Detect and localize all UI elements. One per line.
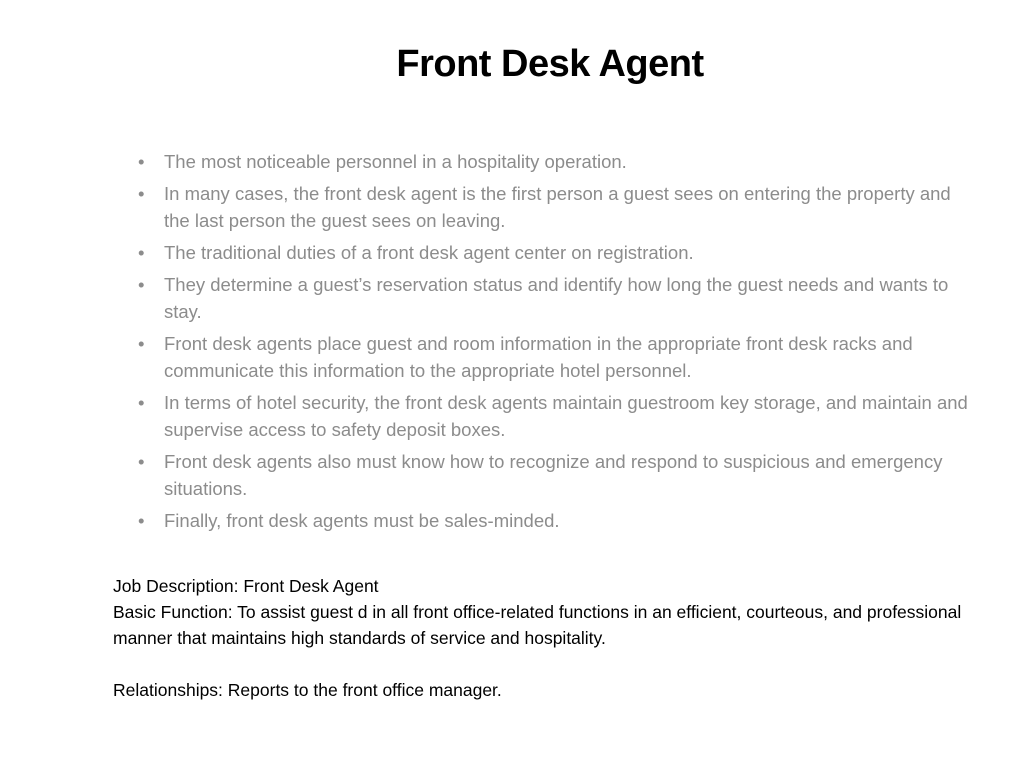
- bullet-item: [138, 448, 968, 502]
- bullet-dot-icon: •: [138, 510, 145, 531]
- bullet-item: [138, 330, 968, 384]
- bullet-text: The most noticeable personnel in a hospitality operation.: [164, 151, 627, 172]
- bullet-text: Finally, front desk agents must be sales-minded.: [164, 510, 560, 531]
- bullet-text: The traditional duties of a front desk agent center on registration.: [164, 242, 694, 263]
- bullet-text: Front desk agents also must know how to recognize and respond to suspicious and emergency situations.: [164, 451, 943, 499]
- basic-function-text: Basic Function: To assist guest d in all front office-related functions in an efficient, courteous, and professional manner that maintains high standards of service and hospitality.: [113, 602, 962, 648]
- bullet-dot-icon: •: [138, 451, 145, 472]
- bullet-dot-icon: •: [138, 274, 145, 295]
- relationships-text: Relationships: Reports to the front office manager.: [113, 680, 502, 700]
- bullet-text: They determine a guest’s reservation status and identify how long the guest needs and wants to stay.: [164, 274, 949, 322]
- bullet-dot-icon: •: [138, 151, 145, 172]
- bullet-item: [138, 389, 968, 443]
- slide-title: Front Desk Agent: [396, 43, 704, 85]
- bullet-dot-icon: •: [138, 392, 145, 413]
- bullet-dot-icon: •: [138, 242, 145, 263]
- bullet-list: [138, 148, 968, 539]
- bullet-text: Front desk agents place guest and room information in the appropriate front desk racks and communicate this information to the appropriate hotel personnel.: [164, 333, 913, 381]
- job-description-block: [113, 573, 993, 703]
- bullet-item: [138, 507, 968, 534]
- bullet-text: In terms of hotel security, the front desk agents maintain guestroom key storage, and maintain and supervise access to safety deposit boxes.: [164, 392, 968, 440]
- bullet-text: In many cases, the front desk agent is the first person a guest sees on entering the property and the last person the guest sees on leaving.: [164, 183, 951, 231]
- bullet-item: [138, 239, 968, 266]
- paragraph-spacer: [113, 651, 993, 677]
- bullet-item: [138, 148, 968, 175]
- bullet-item: [138, 180, 968, 234]
- job-description-heading: Job Description: Front Desk Agent: [113, 576, 379, 596]
- bullet-item: [138, 271, 968, 325]
- bullet-dot-icon: •: [138, 183, 145, 204]
- bullet-dot-icon: •: [138, 333, 145, 354]
